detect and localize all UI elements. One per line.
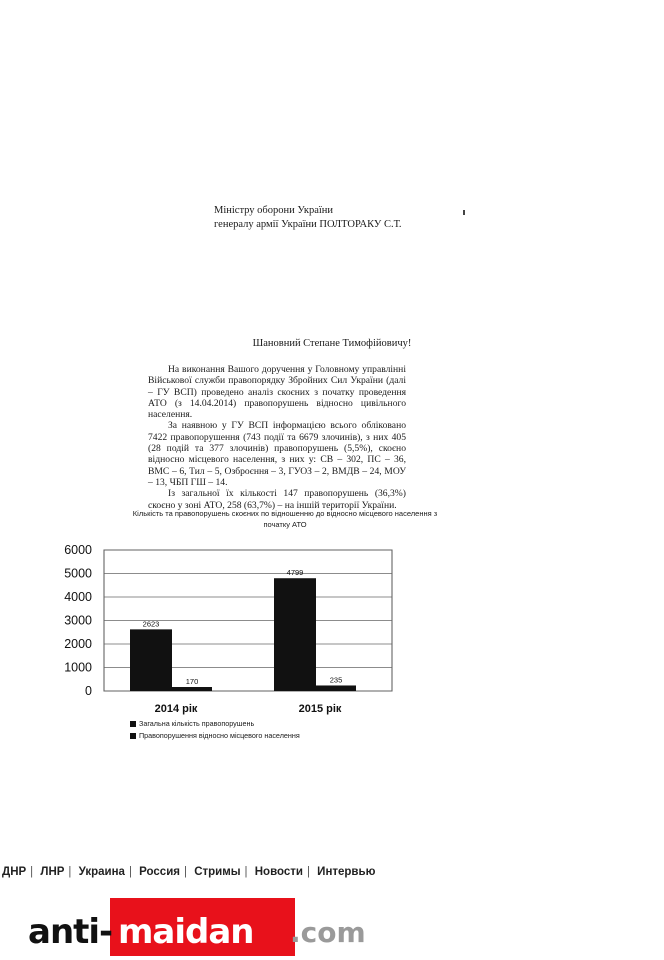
data-label: 170 <box>185 677 199 687</box>
letter-body <box>148 364 406 511</box>
nav-link-lnr[interactable]: ЛНР <box>40 866 65 878</box>
nav-link-interview[interactable]: Интервью <box>317 866 376 878</box>
legend-item-local <box>130 730 300 742</box>
chart-title: Кількість та правопорушень скоєних по відношенню до відносно місцевого населення з початку АТО <box>132 509 438 529</box>
data-label: 4799 <box>286 568 304 578</box>
logo-text-com: .com <box>290 916 366 949</box>
chart-legend <box>130 718 300 742</box>
paragraph-1: На виконання Вашого доручення у Головному управлінні Військової служби правопорядку Збройних Сил України (далі – ГУ ВСП) проведено аналіз скоєних з початку проведення АТО (з 14.04.2014) правопорушень відносно цивільного населення. <box>148 364 406 421</box>
logo-text-maidan: maidan <box>118 912 254 952</box>
bar-local-1 <box>172 687 212 691</box>
bar-total-2 <box>274 578 316 691</box>
legend-label-local: Правопорушення відносно місцевого населення <box>139 731 300 740</box>
y-tick-label: 5000 <box>64 566 92 581</box>
x-category-label: 2015 рік <box>298 703 342 715</box>
addressee-line-2: генералу армії України ПОЛТОРАКУ С.Т. <box>214 219 402 230</box>
nav-link-russia[interactable]: Россия <box>139 866 180 878</box>
x-category-label: 2014 рік <box>154 703 198 715</box>
footer-nav: ДНР | ЛНР | Украина | Россия | Стримы | Новости | Интервью <box>2 866 376 878</box>
bar-chart <box>40 536 410 716</box>
bar-local-2 <box>316 685 356 691</box>
bar-total-1 <box>130 629 172 691</box>
paragraph-2: За наявною у ГУ ВСП інформацією всього обліковано 7422 правопорушення (743 події та 6679 злочинів), з них 405 (28 подій та 377 злочинів) правопорушень (5,5%), скоєно відносно місцевого населення, з них у: СВ – 302, ПС – 36, ВМС – 6, Тил – 5, Озброєння – 3, ГУОЗ – 2, ВМДВ – 24, МОУ – 13, ЧБП ГШ – 14. <box>148 420 406 488</box>
y-tick-label: 4000 <box>64 590 92 604</box>
logo-text-anti: anti- <box>28 912 113 952</box>
nav-link-news[interactable]: Новости <box>254 866 303 878</box>
y-tick-label: 2000 <box>64 637 92 651</box>
y-tick-label: 6000 <box>64 543 92 557</box>
addressee-line-1: Міністру оборони України <box>214 205 334 216</box>
data-label: 2623 <box>142 619 160 629</box>
nav-link-streams[interactable]: Стримы <box>194 866 241 878</box>
y-tick-label: 1000 <box>64 660 92 675</box>
paragraph-3: Із загальної їх кількості 147 правопорушень (36,3%) скоєно у зоні АТО, 258 (63,7%) – на іншій території України. <box>148 488 406 511</box>
y-tick-label: 0 <box>85 684 92 698</box>
y-tick-label: 3000 <box>64 613 92 628</box>
legend-label-total: Загальна кількість правопорушень <box>139 719 255 728</box>
greeting: Шановний Степане Тимофійовичу! <box>252 338 412 349</box>
data-label: 235 <box>329 675 343 685</box>
nav-link-dnr[interactable]: ДНР <box>2 866 27 878</box>
legend-item-total <box>130 718 300 730</box>
addressee-block <box>214 204 402 232</box>
legend-swatch-icon <box>130 721 136 727</box>
scan-mark <box>463 210 465 215</box>
legend-swatch-icon <box>130 733 136 739</box>
nav-link-ukraine[interactable]: Украина <box>78 866 125 878</box>
